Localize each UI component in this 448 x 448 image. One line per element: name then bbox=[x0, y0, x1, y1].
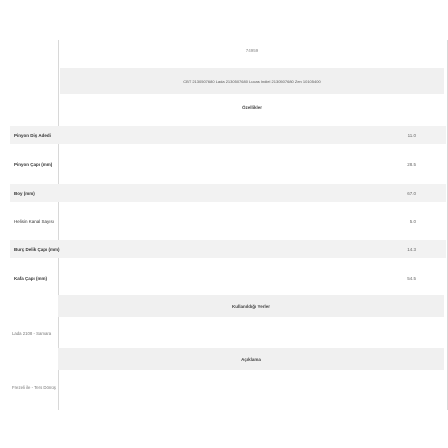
spec-value: 11.0 bbox=[407, 132, 416, 138]
spec-value: 14.3 bbox=[407, 246, 416, 252]
spec-value: 54.5 bbox=[407, 275, 416, 281]
spec-row bbox=[10, 126, 446, 144]
spec-label: Burç Delik Çapı (mm) bbox=[14, 246, 60, 252]
spec-label: Pinyon Çapı (mm) bbox=[14, 161, 53, 167]
usage-header: Kullanıldığı Yerler bbox=[232, 303, 270, 309]
spec-row bbox=[10, 155, 446, 173]
spec-value: 5.0 bbox=[409, 218, 416, 224]
oem-text: CBT 2130507680 Lada 2130507680 Lucas Indiel 2130507680 Zen 10105400 bbox=[183, 78, 321, 84]
specs-header: Özellikler bbox=[241, 105, 262, 110]
spec-label: Helisin Kanal Sayısı bbox=[14, 218, 55, 224]
usage-item: Lada 2108 - Samara bbox=[12, 331, 52, 336]
product-code: 74959 bbox=[245, 48, 259, 53]
spec-label: Pinyon Diş Adedi bbox=[14, 132, 51, 138]
description-bar bbox=[58, 348, 444, 370]
spec-label: Kafa Çapı (mm) bbox=[14, 275, 48, 281]
spec-value: 28.5 bbox=[407, 161, 416, 167]
usage-bar bbox=[58, 295, 444, 317]
spec-row bbox=[10, 240, 446, 258]
spec-row bbox=[10, 269, 446, 287]
spec-value: 67.0 bbox=[407, 190, 416, 196]
spec-label: Boy (mm) bbox=[14, 190, 35, 196]
description-item: Frezeli ile - Ters Dönüş bbox=[12, 385, 56, 390]
description-header: Açıklama bbox=[241, 356, 261, 362]
oem-bar bbox=[60, 68, 444, 94]
spec-row bbox=[10, 184, 446, 202]
spec-row bbox=[10, 212, 446, 230]
